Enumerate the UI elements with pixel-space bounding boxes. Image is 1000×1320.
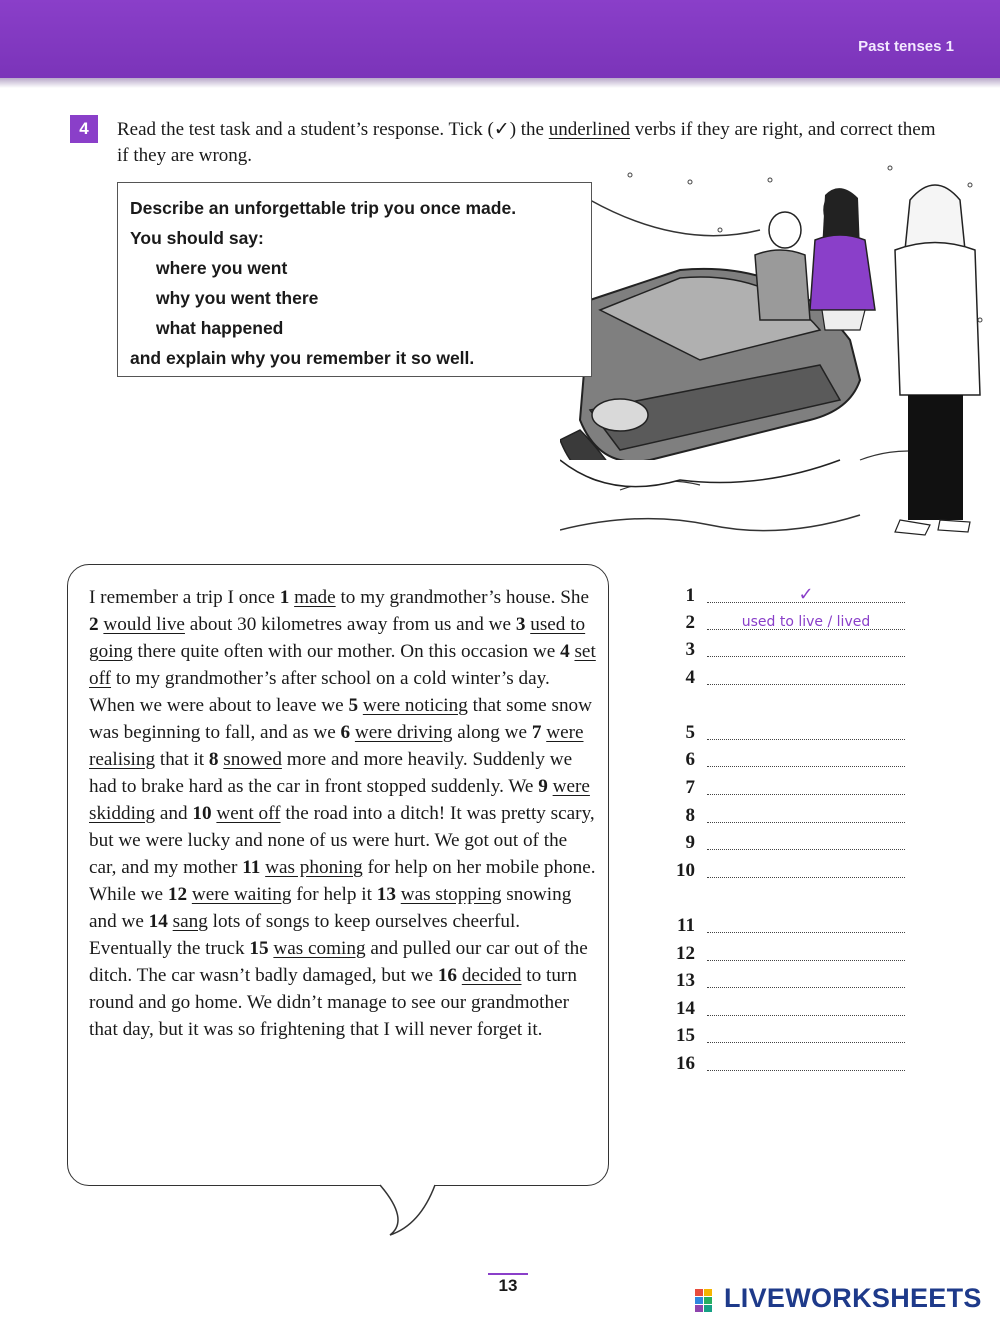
answer-number: 11 <box>677 915 695 936</box>
answer-dotted-line <box>707 877 905 878</box>
gap-number: 6 <box>340 722 351 743</box>
story-text: to my grandmother’s after school on a cold winter’s day. When we were about to leave we <box>89 668 550 716</box>
answer-row <box>665 610 915 636</box>
gap-number: 5 <box>348 695 359 716</box>
answer-number: 4 <box>685 667 695 688</box>
task-line: where you went <box>156 258 288 278</box>
answer-number: 15 <box>676 1025 695 1046</box>
gap-number: 13 <box>376 884 396 905</box>
instruction-text: Read the test task and a student’s response. Tick (✓) the <box>117 119 549 140</box>
answer-row <box>665 720 915 746</box>
answer-number: 3 <box>685 639 695 660</box>
answer-dotted-line <box>707 960 905 961</box>
answer-dotted-line <box>707 932 905 933</box>
answer-row <box>665 1023 915 1049</box>
underlined-verb: were noticing <box>362 695 468 716</box>
liveworksheets-logo-icon <box>694 1287 724 1313</box>
gap-number: 9 <box>538 776 548 797</box>
answer-number: 7 <box>685 777 695 798</box>
page-number: 13 <box>498 1276 518 1295</box>
underlined-verb: went off <box>216 803 281 824</box>
task-line: Describe an unforgettable trip you once made. <box>130 198 517 218</box>
story-text: more and more heavily. Suddenly we had to brake hard as the car in front stopped suddenly. We <box>89 749 573 797</box>
gap-number: 10 <box>192 803 212 824</box>
gap-number: 11 <box>242 857 261 878</box>
answer-number: 16 <box>676 1053 695 1074</box>
story-text: that some snow was beginning to fall, and as we <box>89 695 592 743</box>
underlined-verb: were skidding <box>89 776 590 824</box>
story-text: and <box>155 803 193 824</box>
story-text: along we <box>452 722 532 743</box>
answer-row <box>665 996 915 1022</box>
answer-number: 12 <box>676 943 695 964</box>
page-number-accent <box>488 1273 528 1275</box>
underlined-verb: snowed <box>223 749 282 770</box>
story-text: for help on her mobile phone. While we <box>89 857 596 905</box>
answer-dotted-line <box>707 1015 905 1016</box>
story-text: to my grandmother’s house. She <box>335 587 589 608</box>
answer-row <box>665 830 915 856</box>
story-text: lots of songs to keep ourselves cheerful. Eventually the truck <box>89 911 521 959</box>
answer-number: 9 <box>685 832 695 853</box>
answer-number: 8 <box>685 805 695 826</box>
task-line: what happened <box>156 318 284 338</box>
answer-dotted-line <box>707 1070 905 1071</box>
underlined-verb: used to going <box>89 614 586 662</box>
answer-dotted-line <box>707 987 905 988</box>
answer-row <box>665 637 915 663</box>
answer-number: 5 <box>685 722 695 743</box>
answer-row <box>665 583 915 609</box>
gap-number: 15 <box>249 938 269 959</box>
unit-title: Past tenses 1 <box>858 38 954 55</box>
answer-dotted-line <box>707 766 905 767</box>
answer-row <box>665 858 915 884</box>
answer-row <box>665 665 915 691</box>
answer-dotted-line <box>707 822 905 823</box>
gap-number: 8 <box>208 749 219 770</box>
gap-number: 2 <box>89 614 99 635</box>
answer-row <box>665 803 915 829</box>
answer-number: 10 <box>676 860 695 881</box>
answer-row <box>665 913 915 939</box>
task-line: and explain why you remember it so well. <box>130 348 475 368</box>
task-line: why you went there <box>156 288 319 308</box>
answer-dotted-line <box>707 849 905 850</box>
story-text: snowing and we <box>89 884 572 932</box>
underlined-verb: made <box>294 587 336 608</box>
task-card <box>117 182 592 377</box>
answer-dotted-line <box>707 1042 905 1043</box>
story-text: there quite often with our mother. On this occasion we <box>132 641 561 662</box>
gap-number: 3 <box>515 614 526 635</box>
answer-dotted-line <box>707 684 905 685</box>
gap-number: 14 <box>148 911 168 932</box>
answer-number: 13 <box>676 970 695 991</box>
answer-row <box>665 775 915 801</box>
answer-number: 14 <box>676 998 695 1019</box>
story-text: for help it <box>291 884 377 905</box>
answer-row <box>665 1051 915 1077</box>
exercise-number: 4 <box>70 115 98 143</box>
underlined-verb: were realising <box>89 722 584 770</box>
instruction-text: verbs if they are right, and correct them if they are wrong. <box>117 119 936 166</box>
underlined-verb: were waiting <box>191 884 292 905</box>
answer-row <box>665 747 915 773</box>
underlined-verb: was phoning <box>265 857 363 878</box>
underlined-verb: would live <box>103 614 185 635</box>
header-band <box>0 0 1000 82</box>
header-shadow <box>0 78 1000 88</box>
speech-bubble-tail <box>370 1180 450 1240</box>
underlined-verb: was coming <box>273 938 366 959</box>
gap-number: 12 <box>167 884 188 905</box>
answer-dotted-line <box>707 794 905 795</box>
story-text: about 30 kilometres away from us and we <box>184 614 516 635</box>
gap-number: 4 <box>560 641 570 662</box>
answer-row <box>665 968 915 994</box>
story-text: I remember a trip I once <box>89 587 280 608</box>
gap-number: 16 <box>437 965 458 986</box>
underlined-verb: decided <box>461 965 522 986</box>
underlined-verb: was stopping <box>400 884 502 905</box>
gap-number: 7 <box>531 722 542 743</box>
answer-dotted-line <box>707 656 905 657</box>
instruction-underlined: underlined <box>548 119 631 140</box>
answer-row <box>665 941 915 967</box>
answer-number: 2 <box>685 612 695 633</box>
answer-input[interactable]: used to live / lived <box>741 614 871 630</box>
answer-input[interactable]: ✓ <box>798 584 814 605</box>
underlined-verb: set off <box>89 641 596 689</box>
story-text: the road into a ditch! It was pretty scary, but we were lucky and none of us were hurt. We got out of the car, and my mother <box>89 803 595 878</box>
snow-car-illustration <box>560 160 1000 560</box>
gap-number: 1 <box>279 587 290 608</box>
underlined-verb: sang <box>172 911 208 932</box>
student-response <box>89 584 599 1043</box>
watermark: LIVEWORKSHEETS <box>724 1283 982 1313</box>
story-text: and pulled our car out of the ditch. The car wasn’t badly damaged, but we <box>89 938 588 986</box>
answer-number: 1 <box>685 585 695 606</box>
answer-number: 6 <box>685 749 695 770</box>
story-text: to turn round and go home. We didn’t manage to see our grandmother that day, but it was so frightening that I will never forget it. <box>89 965 577 1040</box>
task-line: You should say: <box>130 228 264 248</box>
answer-dotted-line <box>707 739 905 740</box>
story-text: that it <box>155 749 209 770</box>
underlined-verb: were driving <box>354 722 453 743</box>
